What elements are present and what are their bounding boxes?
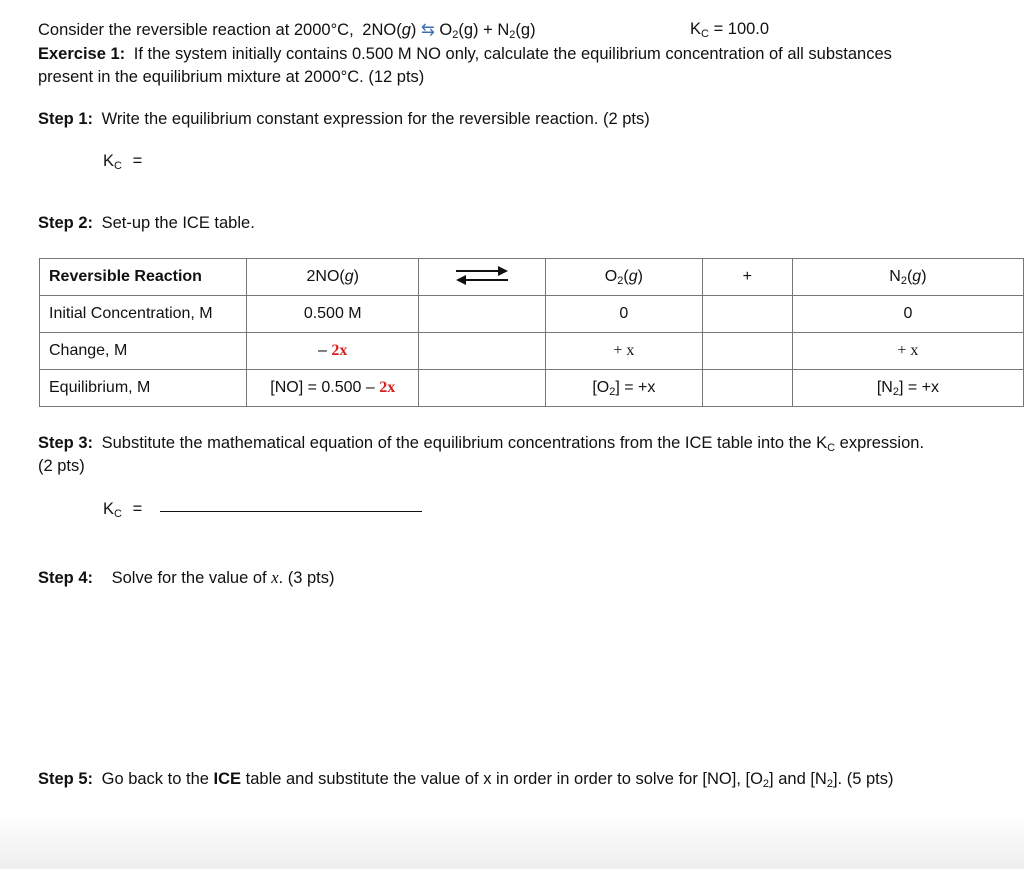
step1-kc: $K_C$ = xyxy=(103,152,143,172)
step1-label: Step 1: xyxy=(38,110,94,128)
kc-value: $K_C = 100.0$ xyxy=(690,20,770,40)
header-reactant: 2NO(g) xyxy=(247,259,419,296)
equilibrium-arrow-icon: ⇆ xyxy=(420,21,435,39)
equilibrium-label: Equilibrium, M xyxy=(40,370,247,407)
initial-label: Initial Concentration, M xyxy=(40,296,247,333)
change-n2: + x xyxy=(792,333,1023,370)
equilibrium-arrow-cell xyxy=(419,370,546,407)
reaction-header xyxy=(38,20,536,40)
change-no: – 2x xyxy=(247,333,419,370)
exercise-line-1: Exercise 1: If the system initially contains 0.500 M NO only, calculate the equilibrium concentration of all substances xyxy=(38,45,892,63)
step3-kc: $K_C$ = xyxy=(103,500,143,520)
step3-label: Step 3: xyxy=(38,434,94,452)
equation: 2NO(g) ⇆ $O_2(g) + N_2(g)$ xyxy=(362,21,536,41)
table-row-initial xyxy=(40,296,1024,333)
step5-label: Step 5: xyxy=(38,770,94,788)
initial-n2: 0 xyxy=(792,296,1023,333)
exercise-label: Exercise 1: xyxy=(38,45,126,63)
equilibrium-arrows-icon xyxy=(452,263,512,287)
header-arrow xyxy=(419,259,546,296)
step3-line-2: (2 pts) xyxy=(38,457,85,475)
step3-line-1: Step 3: Substitute the mathematical equation of the equilibrium concentrations from the ICE table into the $K_C$ expression. xyxy=(38,434,925,454)
kc-fraction-line xyxy=(160,511,422,512)
step2: Step 2: Set-up the ICE table. xyxy=(38,214,255,232)
exercise-line-2: present in the equilibrium mixture at 2000°C. (12 pts) xyxy=(38,68,425,86)
initial-arrow-cell xyxy=(419,296,546,333)
ice-table xyxy=(39,258,1024,407)
initial-o2: 0 xyxy=(545,296,702,333)
change-arrow-cell xyxy=(419,333,546,370)
change-o2: + x xyxy=(545,333,702,370)
table-row-equilibrium xyxy=(40,370,1024,407)
equilibrium-plus-cell xyxy=(702,370,792,407)
header-plus: + xyxy=(702,259,792,296)
table-row-change xyxy=(40,333,1024,370)
step1: Step 1: Write the equilibrium constant expression for the reversible reaction. (2 pts) xyxy=(38,110,650,128)
step2-label: Step 2: xyxy=(38,214,94,232)
header-n2: $N_2(g)$ xyxy=(792,259,1023,296)
step4: Step 4: Solve for the value of x. (3 pts) xyxy=(38,568,335,587)
change-label: Change, M xyxy=(40,333,247,370)
intro-text: Consider the reversible reaction at 2000°C, xyxy=(38,21,354,39)
initial-no: 0.500 M xyxy=(247,296,419,333)
step4-label: Step 4: xyxy=(38,569,94,587)
page-bottom-shadow xyxy=(0,812,1024,869)
change-plus-cell xyxy=(702,333,792,370)
equilibrium-n2: $[N_2] = +x$ xyxy=(792,370,1023,407)
initial-plus-cell xyxy=(702,296,792,333)
equilibrium-o2: $[O_2] = +x$ xyxy=(545,370,702,407)
step5: Step 5: Go back to the ICE table and substitute the value of x in order in order to solve for [NO], $[O_2]$ and $[N_2]$. (5 pts) xyxy=(38,770,894,790)
table-row-header xyxy=(40,259,1024,296)
header-o2: $O_2(g)$ xyxy=(545,259,702,296)
header-label: Reversible Reaction xyxy=(40,259,247,296)
equilibrium-no: [NO] = 0.500 – 2x xyxy=(247,370,419,407)
